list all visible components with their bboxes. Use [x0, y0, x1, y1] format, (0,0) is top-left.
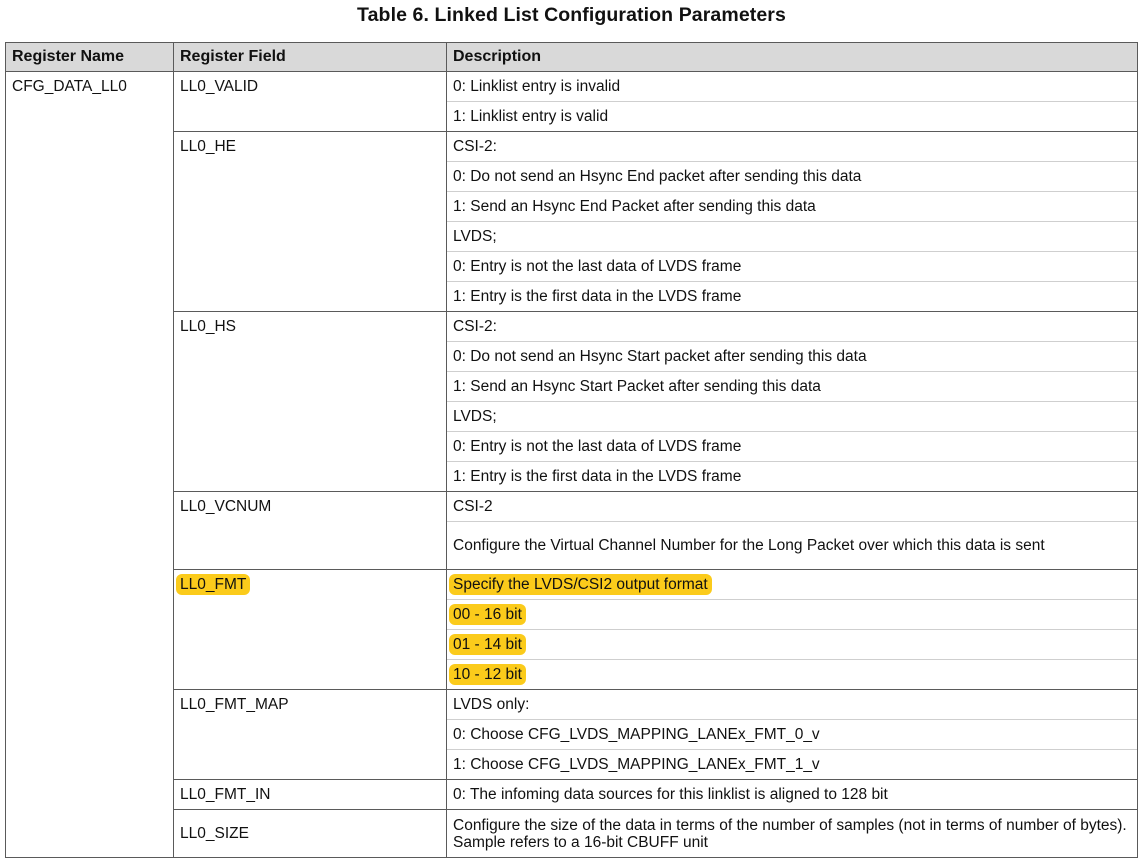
- register-field-label: LL0_HE: [180, 138, 237, 155]
- description-line: Configure the size of the data in terms of the number of samples (not in terms of number of bytes). Sample refers to a 16-bit CBUFF unit: [453, 816, 1127, 851]
- description-cell: [447, 660, 1138, 690]
- description-cell: [447, 102, 1138, 132]
- description-cell: [447, 282, 1138, 312]
- register-field-ll0-fmt-map: [174, 690, 447, 780]
- table-row: [6, 312, 1138, 342]
- table-body: [6, 72, 1138, 858]
- register-name-cell: CFG_DATA_LL0: [6, 72, 174, 858]
- description-line: 1: Choose CFG_LVDS_MAPPING_LANEx_FMT_1_v: [453, 755, 820, 773]
- description-line: 10 - 12 bit: [449, 664, 526, 685]
- description-line: 1: Send an Hsync Start Packet after sending this data: [453, 377, 821, 395]
- register-field-label: LL0_HS: [180, 318, 237, 335]
- description-cell: [447, 780, 1138, 810]
- description-line: 0: Entry is not the last data of LVDS frame: [453, 437, 742, 455]
- register-field-label: LL0_VCNUM: [180, 498, 272, 515]
- description-line: 1: Entry is the first data in the LVDS frame: [453, 467, 742, 485]
- table-row: [6, 810, 1138, 858]
- description-line: 0: The infoming data sources for this linklist is aligned to 128 bit: [453, 785, 888, 803]
- table-row: [6, 690, 1138, 720]
- description-cell: [447, 522, 1138, 570]
- description-cell: [447, 630, 1138, 660]
- description-line: LVDS;: [453, 227, 497, 245]
- header-description: Description: [447, 43, 1138, 72]
- table-title: Table 6. Linked List Configuration Parameters: [357, 4, 786, 26]
- register-field-label: LL0_FMT_MAP: [180, 696, 289, 713]
- header-register-name: Register Name: [6, 43, 174, 72]
- description-cell: [447, 492, 1138, 522]
- linked-list-parameters-table: [5, 42, 1138, 858]
- description-line: CSI-2:: [453, 317, 497, 335]
- description-line: Configure the Virtual Channel Number for the Long Packet over which this data is sent: [453, 537, 1045, 554]
- description-cell: [447, 372, 1138, 402]
- description-line: 0: Do not send an Hsync Start packet after sending this data: [453, 347, 867, 365]
- description-cell: [447, 402, 1138, 432]
- table-header-row: [6, 43, 1138, 72]
- description-cell: [447, 750, 1138, 780]
- description-cell: [447, 252, 1138, 282]
- description-line: 0: Entry is not the last data of LVDS frame: [453, 257, 742, 275]
- register-field-ll0-size: [174, 810, 447, 858]
- register-field-label: LL0_VALID: [180, 78, 259, 95]
- description-line: 01 - 14 bit: [449, 634, 526, 655]
- header-register-field: Register Field: [174, 43, 447, 72]
- description-cell: [447, 342, 1138, 372]
- description-cell: [447, 720, 1138, 750]
- description-cell: [447, 810, 1138, 858]
- register-field-ll0-fmt: [174, 570, 447, 690]
- register-field-ll0-hs: [174, 312, 447, 492]
- register-field-ll0-he: [174, 132, 447, 312]
- table-row: [6, 72, 1138, 102]
- description-cell: [447, 132, 1138, 162]
- description-line: 1: Linklist entry is valid: [453, 107, 609, 125]
- description-line: 0: Do not send an Hsync End packet after sending this data: [453, 167, 862, 185]
- description-line: LVDS only:: [453, 695, 530, 713]
- description-line: 1: Entry is the first data in the LVDS frame: [453, 287, 742, 305]
- description-cell: [447, 462, 1138, 492]
- description-line: Specify the LVDS/CSI2 output format: [449, 574, 712, 595]
- table-row: [6, 132, 1138, 162]
- description-cell: [447, 192, 1138, 222]
- description-cell: [447, 72, 1138, 102]
- description-cell: [447, 312, 1138, 342]
- description-line: LVDS;: [453, 407, 497, 425]
- register-field-label: LL0_SIZE: [180, 824, 249, 842]
- description-cell: [447, 162, 1138, 192]
- description-cell: [447, 600, 1138, 630]
- register-field-label: LL0_FMT_IN: [180, 785, 271, 803]
- description-cell: [447, 690, 1138, 720]
- table-row: [6, 492, 1138, 522]
- register-field-ll0-fmt-in: [174, 780, 447, 810]
- register-field-ll0-valid: [174, 72, 447, 132]
- description-line: CSI-2: [453, 497, 493, 515]
- description-line: 0: Linklist entry is invalid: [453, 77, 621, 95]
- description-cell: [447, 570, 1138, 600]
- table-row: [6, 570, 1138, 600]
- description-line: 00 - 16 bit: [449, 604, 526, 625]
- description-line: 1: Send an Hsync End Packet after sending this data: [453, 197, 816, 215]
- description-cell: [447, 222, 1138, 252]
- register-field-ll0-vcnum: [174, 492, 447, 570]
- register-field-label: LL0_FMT: [176, 574, 250, 595]
- description-line: 0: Choose CFG_LVDS_MAPPING_LANEx_FMT_0_v: [453, 725, 820, 743]
- description-line: CSI-2:: [453, 137, 497, 155]
- description-cell: [447, 432, 1138, 462]
- table-row: [6, 780, 1138, 810]
